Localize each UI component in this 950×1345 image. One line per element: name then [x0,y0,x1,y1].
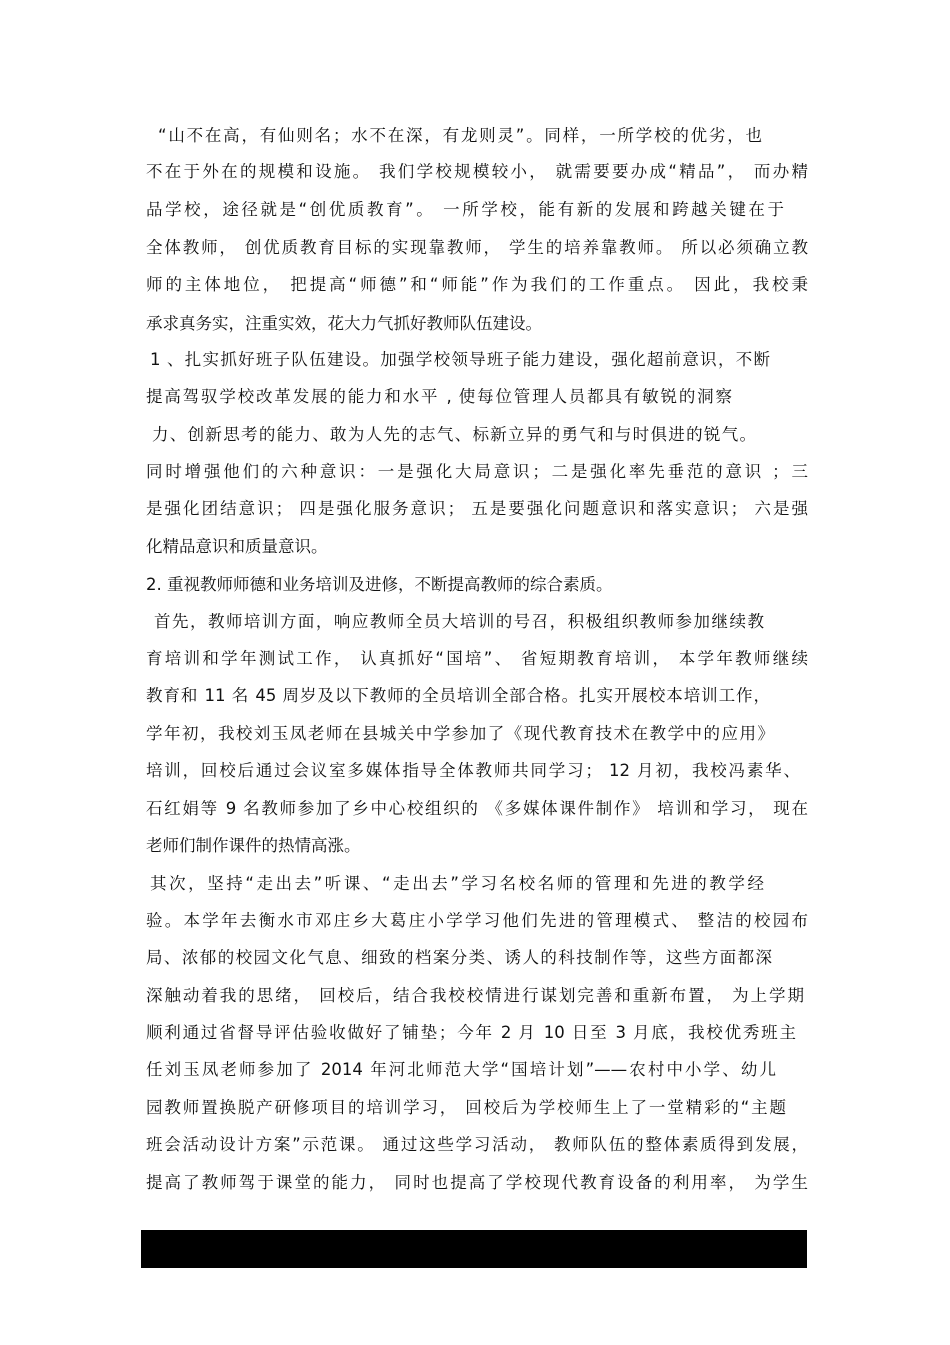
text-line: 顺利通过省督导评估验收做好了铺垫；今年 2 月 10 日至 3 月底，我校优秀班主 [146,1023,796,1042]
text-line: 全体教师， 创优质教育目标的实现靠教师， 学生的培养靠教师。 所以必须确立教 [146,238,808,257]
section-heading: 2. 重视教师师德和业务培训及进修，不断提高教师的综合素质。 [146,575,613,594]
text-line: 是强化团结意识； 四是强化服务意识； 五是要强化问题意识和落实意识； 六是强 [146,499,808,518]
text-line: 品学校，途径就是“创优质教育”。 一所学校，能有新的发展和跨越关键在于 [146,200,784,219]
text-line: 局、浓郁的校园文化气息、细致的档案分类、诱人的科技制作等，这些方面都深 [146,948,772,967]
text-line: 1 、扎实抓好班子队伍建设。加强学校领导班子能力建设，强化超前意识，不断 [150,350,770,369]
text-line: 不在于外在的规模和设施。 我们学校规模较小， 就需要要办成“精品”， 而办精 [146,162,808,181]
text-line: 老师们制作课件的热情高涨。 [146,836,361,855]
text-line: 班会活动设计方案”示范课。 通过这些学习活动， 教师队伍的整体素质得到发展， [146,1135,808,1154]
text-line: 培训，回校后通过会议室多媒体指导全体教师共同学习； 12 月初，我校冯素华、 [146,761,800,780]
text-line: 深触动着我的思绪， 回校后，结合我校校情进行谋划完善和重新布置， 为上学期 [146,986,804,1005]
text-line: “山不在高，有仙则名；水不在深，有龙则灵”。同样，一所学校的优劣，也 [158,126,762,145]
text-line: 教育和 11 名 45 周岁及以下教师的全员培训全部合格。扎实开展校本培训工作， [146,686,770,705]
redaction-bar [141,1230,807,1268]
text-line: 师的主体地位， 把提高“师德”和“师能”作为我们的工作重点。 因此，我校秉 [146,275,808,294]
text-line: 育培训和学年测试工作， 认真抓好“国培”、 省短期教育培训， 本学年教师继续 [146,649,808,668]
text-line: 验。本学年去衡水市邓庄乡大葛庄小学学习他们先进的管理模式、 整洁的校园布 [146,911,808,930]
text-line: 任刘玉凤老师参加了 2014 年河北师范大学“国培计划”——农村中小学、幼儿 [146,1060,776,1079]
text-line: 承求真务实，注重实效，花大力气抓好教师队伍建设。 [146,314,542,333]
text-line: 首先，教师培训方面，响应教师全员大培训的号召，积极组织教师参加继续教 [154,612,764,631]
text-line: 学年初，我校刘玉凤老师在县城关中学参加了《现代教育技术在教学中的应用》 [146,724,774,743]
text-line: 石红娟等 9 名教师参加了乡中心校组织的 《多媒体课件制作》 培训和学习， 现在 [146,799,808,818]
text-line: 力、创新思考的能力、敢为人先的志气、标新立异的勇气和与时俱进的锐气。 [152,425,756,444]
text-line: 园教师置换脱产研修项目的培训学习， 回校后为学校师生上了一堂精彩的“主题 [146,1098,786,1117]
text-line: 提高了教师驾于课堂的能力， 同时也提高了学校现代教育设备的利用率， 为学生 [146,1173,808,1192]
text-line: 化精品意识和质量意识。 [146,537,328,556]
text-line: 其次，坚持“走出去”听课、“走出去”学习名校名师的管理和先进的教学经 [150,874,764,893]
text-line: 同时增强他们的六种意识：一是强化大局意识；二是强化率先垂范的意识 ；三 [146,462,808,481]
text-line: 提高驾驭学校改革发展的能力和水平 , 使每位管理人员都具有敏锐的洞察 [146,387,732,406]
